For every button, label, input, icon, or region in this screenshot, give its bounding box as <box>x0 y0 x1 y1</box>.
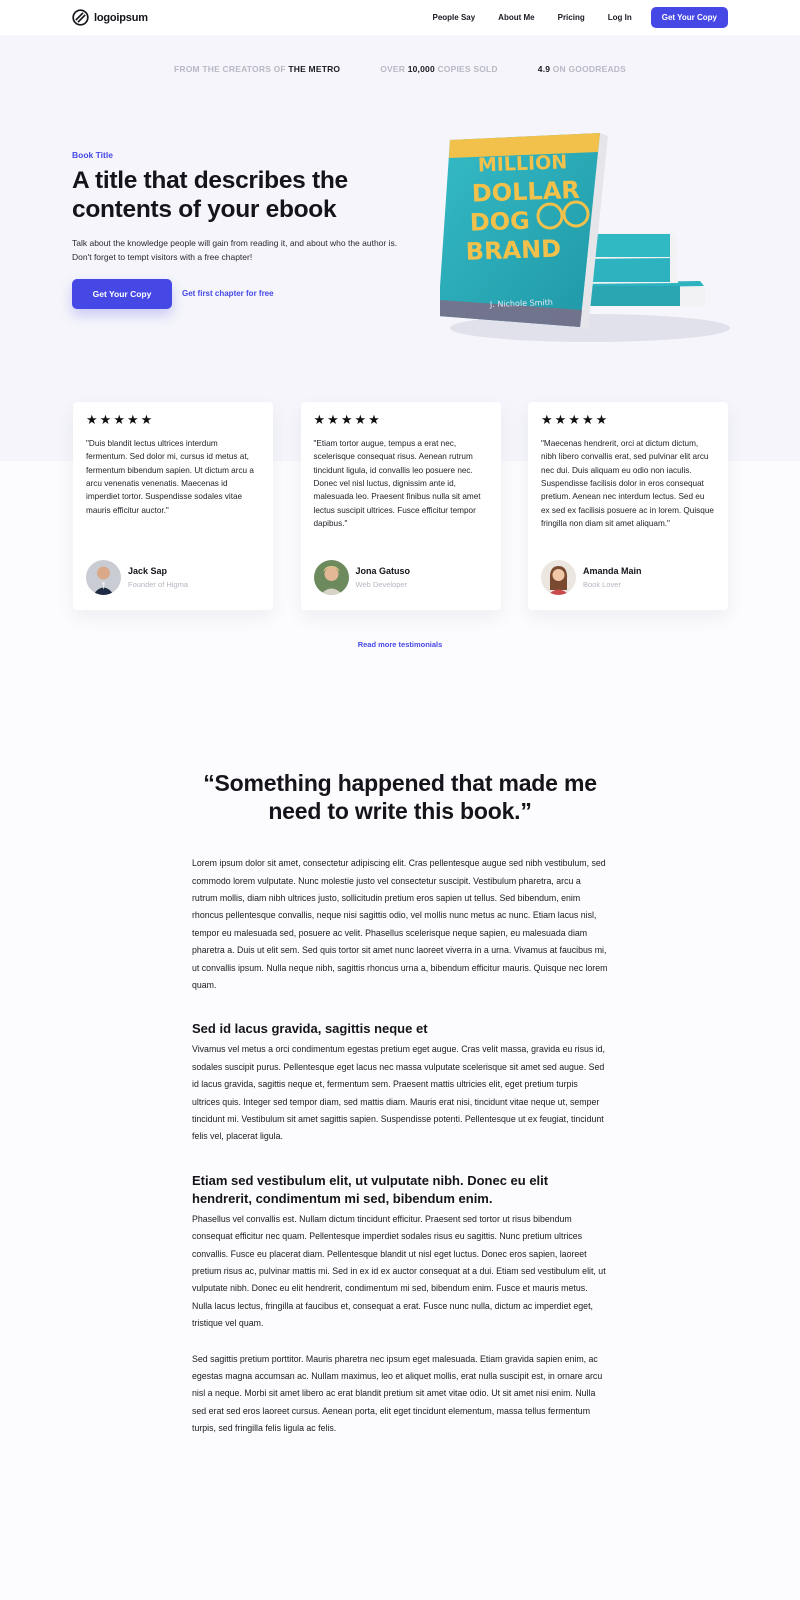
star-icon: ★ <box>126 412 139 427</box>
star-icon: ★ <box>99 412 112 427</box>
hero-description: Talk about the knowledge people will gain from reading it, and about who the author is. Don't forget to tempt visitors with a free chapter! <box>72 237 398 262</box>
testimonials-section <box>73 402 728 610</box>
author-name: Amanda Main <box>583 566 642 576</box>
avatar <box>314 560 349 595</box>
star-icon: ★ <box>140 412 153 427</box>
stats-bar <box>0 64 800 74</box>
star-icon: ★ <box>595 412 608 427</box>
read-more-testimonials-link[interactable]: Read more testimonials <box>357 640 443 649</box>
logo-icon <box>72 9 89 26</box>
star-icon: ★ <box>554 412 567 427</box>
nav-log-in[interactable]: Log In <box>607 13 632 22</box>
article-paragraph: Lorem ipsum dolor sit amet, consectetur adipiscing elit. Cras pellentesque augue sed nibh vestibulum, sed commodo lorem vulputate. Nunc molestie justo vel consectetur suscipit. Vestibulum pharetra, arcu a rutrum mollis, diam nibh ultrices justo, sollicitudin pretium eros sapien ut tellus. Sed bibendum, enim rhoncus pellentesque convallis, neque nisi sagittis odio, vel mollis nunc metus ac nunc. Etiam lacus nisl, tempor eu malesuada sed, posuere ac velit. Phasellus scelerisque neque sapien, eu malesuada diam pharetra a. Duis ut elit sem. Sed quis tortor sit amet nunc laoreet viverra in a urna. Vivamus at faucibus mi, ut convallis ipsum. Nulla neque nibh, sagittis rhoncus urna a, bibendum efficitur mauris. Quisque nec lorem quam. <box>192 858 608 991</box>
star-rating <box>314 413 488 426</box>
star-icon: ★ <box>354 412 367 427</box>
article-quote-heading: “Something happened that made me need to write this book.” <box>203 770 597 824</box>
testimonial-author <box>541 560 642 595</box>
star-icon: ★ <box>113 412 125 427</box>
nav-pricing[interactable]: Pricing <box>557 13 585 22</box>
stat-creators: FROM THE CREATORS OF THE METRO <box>174 64 341 74</box>
star-icon: ★ <box>368 412 380 427</box>
star-icon: ★ <box>313 412 326 427</box>
article-paragraph: Sed sagittis pretium porttitor. Mauris pharetra nec ipsum eget malesuada. Etiam gravida sapien enim, ac egestas magna accumsan ac. Nullam maximus, leo et aliquet mollis, erat nulla suscipit est, in ornare arcu nisl a neque. Morbi sit amet libero ac erat blandit pretium sit amet vitae odio. Ut sit amet nisi enim. Nulla sed erat sed eros laoreet cursus. Aenean porta, elit eget tincidunt elementum, massa tellus fermentum turpis, sed fringilla felis ligula ac felis. <box>192 1353 603 1434</box>
testimonial-card <box>528 402 728 610</box>
author-name: Jona Gatuso <box>355 566 411 576</box>
svg-text:J. Nichole Smith: J. Nichole Smith <box>489 297 554 310</box>
hero-content <box>72 150 402 309</box>
stat-goodreads: 4.9 ON GOODREADS <box>537 64 626 74</box>
author-role: Founder of Higma <box>128 580 189 589</box>
avatar <box>541 560 576 595</box>
star-icon: ★ <box>327 412 339 427</box>
hero-actions <box>72 279 402 309</box>
star-icon: ★ <box>568 412 580 427</box>
star-icon: ★ <box>581 412 594 427</box>
star-icon: ★ <box>86 412 98 427</box>
article-subheading: Sed id lacus gravida, sagittis neque et <box>192 1021 428 1037</box>
star-rating <box>86 413 260 426</box>
nav-about-me[interactable]: About Me <box>498 13 535 22</box>
main-book <box>440 133 608 330</box>
site-header <box>0 0 800 35</box>
testimonial-card <box>73 402 273 610</box>
testimonial-quote: "Maecenas hendrerit, orci at dictum dictum, nibh libero convallis erat, sed pulvinar elit arcu nec dui. Duis aliquam eu odio non iaculis. Suspendisse facilisis dolor in eros consequat pretium. Aenean nec interdum lectus. Sed eu ex sed ex facilisis posuere ac in lorem. Quisque fringilla non diam sit amet aliquam." <box>541 439 714 529</box>
testimonial-author <box>314 560 411 595</box>
testimonial-quote: "Etiam tortor augue, tempus a erat nec, scelerisque consequat risus. Aenean rutrum tincidunt ligula, id convallis leo posuere nec. Donec vel nisl luctus, dignissim ante id, malesuada leo. Praesent finibus nulla sit amet lectus suscipit ultrices. Fusce efficitur tempor dapibus." <box>313 439 481 529</box>
stat-copies-sold: OVER 10,000 COPIES SOLD <box>380 64 498 74</box>
logo[interactable] <box>72 9 148 26</box>
svg-text:BRAND: BRAND <box>465 234 562 266</box>
star-rating <box>541 413 715 426</box>
book-illustration <box>440 128 730 353</box>
author-name: Jack Sap <box>128 566 168 576</box>
article-subheading: Etiam sed vestibulum elit, ut vulputate nibh. Donec eu elit hendrerit, condimentum mi sed, bibendum enim. <box>192 1172 549 1206</box>
author-role: Book Lover <box>583 580 621 589</box>
article-paragraph: Phasellus vel convallis est. Nullam dictum tincidunt efficitur. Praesent sed tortor ut risus bibendum consequat efficitur nec quam. Pellentesque imperdiet sodales risus eu sagittis. Nunc pretium ultrices convallis. Fusce eu placerat diam. Pellentesque blandit ut nisl eget luctus. Donec eros sapien, laoreet pretium risus ac, pulvinar mattis mi. Sed in ex id ex auctor consequat at a dui. Etiam sed vestibulum elit, ut vulputate nibh. Donec eu elit hendrerit, condimentum mi sed, bibendum enim. Fusce et mauris metus. Nulla lacus lectus, fringilla at faucibus et, consequat a erat. Fusce nunc nulla, dictum ac imperdiet eget, tristique vel quam. <box>192 1213 606 1329</box>
nav-people-say[interactable]: People Say <box>432 13 476 22</box>
testimonial-quote: "Duis blandit lectus ultrices interdum fermentum. Sed dolor mi, cursus id metus at, fermentum bibendum sapien. Ut dictum arcu a arcu venenatis venenatis. Maecenas id imperdiet tortor. Suspendisse sodales vitae mauris efficitur auctor." <box>86 439 254 515</box>
author-role: Web Developer <box>355 580 408 589</box>
book-cover-image <box>440 128 730 353</box>
get-your-copy-button[interactable]: Get Your Copy <box>72 279 172 309</box>
book-title-eyebrow: Book Title <box>72 150 113 160</box>
logo-text: logoipsum <box>94 11 148 24</box>
testimonial-author <box>86 560 188 595</box>
hero-title: A title that describes the contents of your ebook <box>72 167 348 224</box>
avatar <box>86 560 121 595</box>
article-paragraph: Vivamus vel metus a orci condimentum egestas pretium eget augue. Cras velit massa, gravida eu risus id, sodales suscipit purus. Pellentesque eget lacus nec massa vulputate scelerisque sit amet sed augue. Sed id lacus gravida, sagittis neque et, fermentum sem. Praesent mattis ultricies elit, eget pretium turpis ultrices quis. Integer sed tempor diam, sed mattis diam. Mauris erat nisi, tincidunt vitae neque ut, semper tincidunt mi. Vestibulum sit amet sagittis sapien. Suspendisse potenti. Pellentesque ut ex feugiat, tincidunt felis vel, placerat ligula. <box>192 1044 605 1142</box>
star-icon: ★ <box>541 412 553 427</box>
svg-text:MILLION: MILLION <box>477 151 568 177</box>
svg-text:DOLLAR: DOLLAR <box>471 175 581 208</box>
testimonial-card <box>301 402 501 610</box>
star-icon: ★ <box>340 412 353 427</box>
header-get-copy-button[interactable]: Get Your Copy <box>651 7 728 28</box>
free-chapter-link[interactable]: Get first chapter for free <box>182 289 274 299</box>
article-section <box>192 770 608 1438</box>
svg-text:DOG: DOG <box>469 206 531 237</box>
main-nav <box>409 7 728 28</box>
